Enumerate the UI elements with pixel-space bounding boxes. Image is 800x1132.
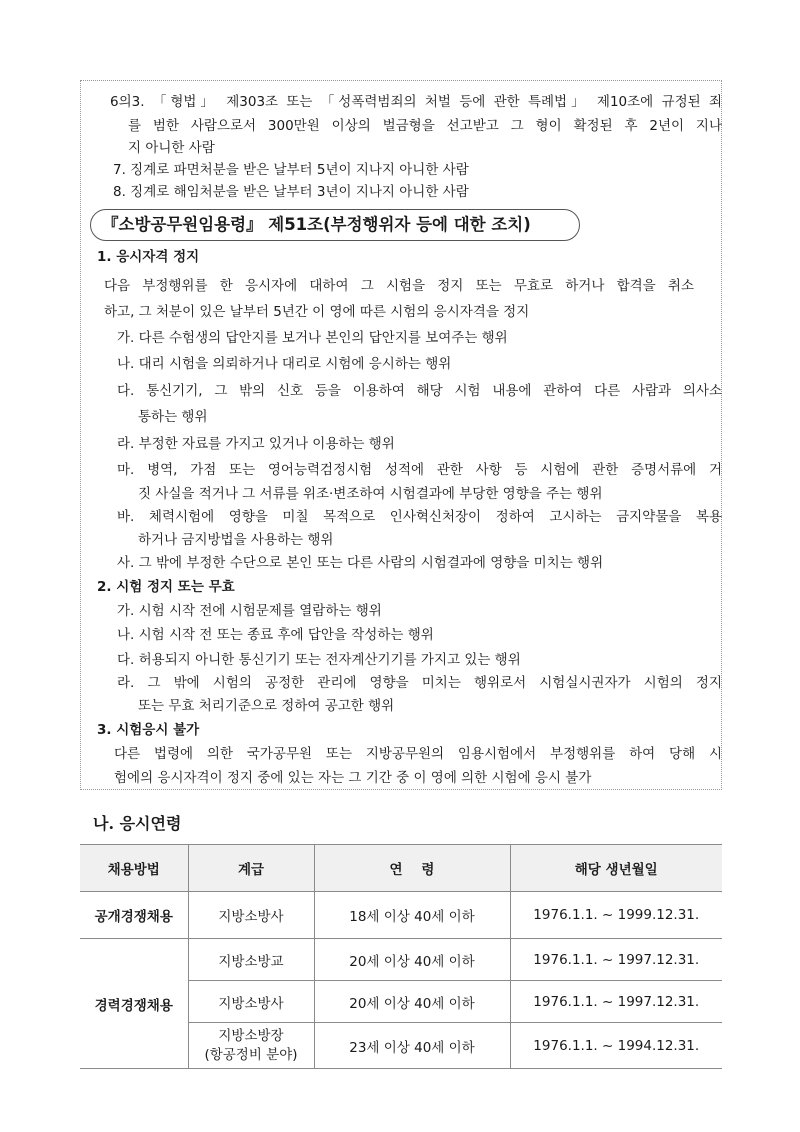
age-section-title: 나. 응시연령 bbox=[93, 814, 182, 833]
method-career: 경력경쟁채용 bbox=[80, 939, 188, 1069]
section3-line1: 다른 법령에 의한 국가공무원 또는 지방공무원의 임용시험에서 부정행위를 하여 당해 시 bbox=[114, 746, 722, 762]
header-method: 채용방법 bbox=[80, 845, 188, 892]
section1-item-ma-line2: 짓 사실을 적거나 그 서류를 위조·변조하여 시험결과에 부당한 영향을 주는 행위 bbox=[138, 486, 603, 502]
birth-cell: 1976.1.1. ~ 1997.12.31. bbox=[510, 939, 722, 981]
table-row bbox=[80, 892, 722, 939]
rank-cell: 지방소방교 bbox=[188, 939, 314, 981]
section2-item-na: 나. 시험 시작 전 또는 종료 후에 답안을 작성하는 행위 bbox=[117, 627, 434, 643]
rank-cell: 지방소방사 bbox=[188, 892, 314, 939]
section1-item-na: 나. 대리 시험을 의뢰하거나 대리로 시험에 응시하는 행위 bbox=[117, 356, 452, 372]
table-row bbox=[80, 939, 722, 981]
section2-heading: 2. 시험 정지 또는 무효 bbox=[97, 579, 235, 595]
birth-cell: 1976.1.1. ~ 1999.12.31. bbox=[510, 892, 722, 939]
section3-line2: 험에의 응시자격이 정지 중에 있는 자는 그 기간 중 이 영에 의한 시험에 응시 불가 bbox=[114, 770, 592, 786]
age-table bbox=[80, 844, 722, 1069]
section1-heading: 1. 응시자격 정지 bbox=[97, 249, 200, 265]
section1-item-ba-line2: 하거나 금지방법을 사용하는 행위 bbox=[138, 532, 334, 548]
header-rank: 계급 bbox=[188, 845, 314, 892]
age-cell: 20세 이상 40세 이하 bbox=[314, 939, 510, 981]
item-6-3-line3: 지 아니한 사람 bbox=[128, 140, 215, 156]
header-birth: 해당 생년월일 bbox=[510, 845, 722, 892]
age-cell: 20세 이상 40세 이하 bbox=[314, 981, 510, 1023]
section1-item-da-line2: 통하는 행위 bbox=[138, 409, 208, 425]
section2-item-ra-line2: 또는 무효 처리기준으로 정하여 공고한 행위 bbox=[138, 698, 395, 714]
section2-item-ga: 가. 시험 시작 전에 시험문제를 열람하는 행위 bbox=[117, 603, 382, 619]
section1-item-ba-line1: 바. 체력시험에 영향을 미칠 목적으로 인사혁신처장이 정하여 고시하는 금지약물을 복용 bbox=[117, 509, 722, 525]
item-8: 8. 징계로 해임처분을 받은 날부터 3년이 지나지 아니한 사람 bbox=[113, 184, 469, 200]
section1-item-ma-line1: 마. 병역, 가점 또는 영어능력검정시험 성적에 관한 사항 등 시험에 관한 증명서류에 거 bbox=[117, 462, 722, 478]
rank-cell bbox=[188, 1023, 314, 1069]
section1-item-ra: 라. 부정한 자료를 가지고 있거나 이용하는 행위 bbox=[117, 436, 395, 452]
birth-cell: 1976.1.1. ~ 1997.12.31. bbox=[510, 981, 722, 1023]
section2-item-ra-line1: 라. 그 밖에 시험의 공정한 관리에 영향을 미치는 행위로서 시험실시권자가 시험의 정지 bbox=[117, 675, 722, 691]
section3-heading: 3. 시험응시 불가 bbox=[97, 722, 200, 738]
section1-item-ga: 가. 다른 수험생의 답안지를 보거나 본인의 답안지를 보여주는 행위 bbox=[117, 330, 508, 346]
rank-name: 지방소방장 bbox=[218, 1027, 284, 1044]
item-6-3-line2: 를 범한 사람으로서 300만원 이상의 벌금형을 선고받고 그 형이 확정된 후 2년이 지나 bbox=[128, 118, 722, 134]
rank-note: (항공정비 분야) bbox=[204, 1046, 298, 1063]
age-cell: 18세 이상 40세 이하 bbox=[314, 892, 510, 939]
section1-intro-line2: 하고, 그 처분이 있은 날부터 5년간 이 영에 따른 시험의 응시자격을 정지 bbox=[104, 304, 530, 320]
method-open: 공개경쟁채용 bbox=[80, 892, 188, 939]
rule-title: 『소방공무원임용령』 제51조(부정행위자 등에 대한 조치) bbox=[102, 215, 531, 234]
item-6-3-line1: 6의3. 「형법」 제303조 또는 「성폭력범죄의 처벌 등에 관한 특례법」 제10조에 규정된 죄 bbox=[110, 94, 722, 110]
section1-item-da-line1: 다. 통신기기, 그 밖의 신호 등을 이용하여 해당 시험 내용에 관하여 다른 사람과 의사소 bbox=[117, 383, 722, 399]
table-header-row bbox=[80, 845, 722, 892]
section1-item-sa: 사. 그 밖에 부정한 수단으로 본인 또는 다른 사람의 시험결과에 영향을 미치는 행위 bbox=[117, 555, 604, 571]
birth-cell: 1976.1.1. ~ 1994.12.31. bbox=[510, 1023, 722, 1069]
rank-cell: 지방소방사 bbox=[188, 981, 314, 1023]
age-cell: 23세 이상 40세 이하 bbox=[314, 1023, 510, 1069]
section1-intro-line1: 다음 부정행위를 한 응시자에 대하여 그 시험을 정지 또는 무효로 하거나 합격을 취소 bbox=[104, 278, 694, 294]
item-7: 7. 징계로 파면처분을 받은 날부터 5년이 지나지 아니한 사람 bbox=[113, 162, 469, 178]
header-age: 연 령 bbox=[314, 845, 510, 892]
section2-item-da: 다. 허용되지 아니한 통신기기 또는 전자계산기기를 가지고 있는 행위 bbox=[117, 652, 521, 668]
